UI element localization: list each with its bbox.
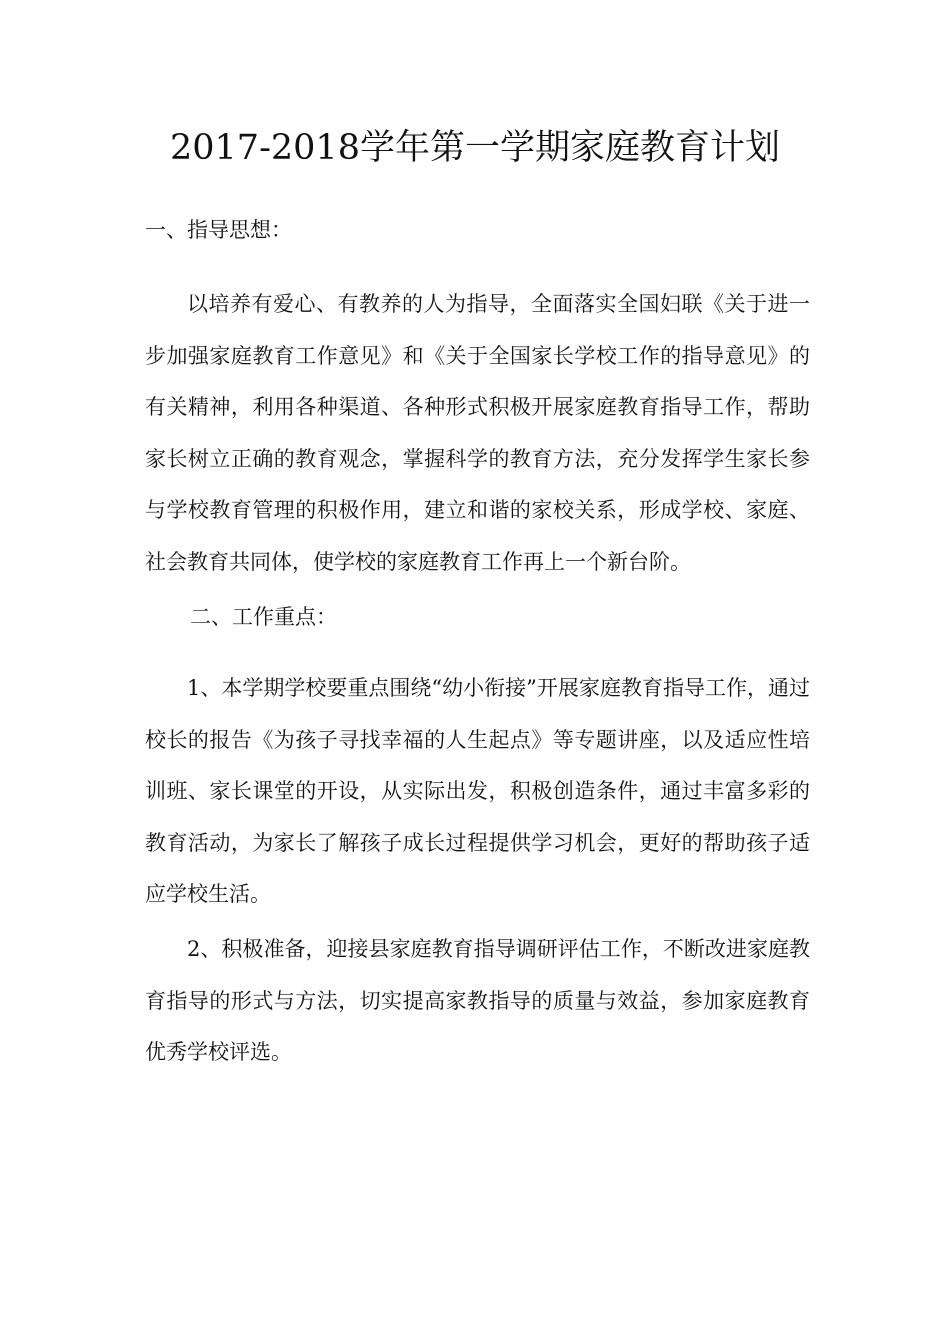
section-heading-guiding-thought: 一、指导思想： bbox=[145, 218, 292, 242]
work-focus-item-1: 1、本学期学校要重点围绕“幼小衔接”开展家庭教育指导工作，通过校长的报告《为孩子寻找幸福的人生起点》等专题讲座，以及适应性培训班、家长课堂的开设，从实际出发，积极创造条件，通过丰富多彩的教育活动，为家长了解孩子成长过程提供学习机会，更好的帮助孩子适应学校生活。 bbox=[145, 676, 810, 907]
guiding-thought-paragraph: 以培养有爱心、有教养的人为指导，全面落实全国妇联《关于进一步加强家庭教育工作意见》和《关于全国家长学校工作的指导意见》的有关精神，利用各种渠道、各种形式积极开展家庭教育指导工作，帮助家长树立正确的教育观念，掌握科学的教育方法，充分发挥学生家长参与学校教育管理的积极作用，建立和谐的家校关系，形成学校、家庭、社会教育共同体，使学校的家庭教育工作再上一个新台阶。 bbox=[145, 292, 810, 574]
section-heading-work-focus: 二、工作重点： bbox=[190, 605, 337, 629]
document-title: 2017-2018学年第一学期家庭教育计划 bbox=[170, 128, 780, 168]
work-focus-item-2: 2、积极准备，迎接县家庭教育指导调研评估工作，不断改进家庭教育指导的形式与方法，切实提高家教指导的质量与效益，参加家庭教育优秀学校评选。 bbox=[145, 937, 810, 1065]
